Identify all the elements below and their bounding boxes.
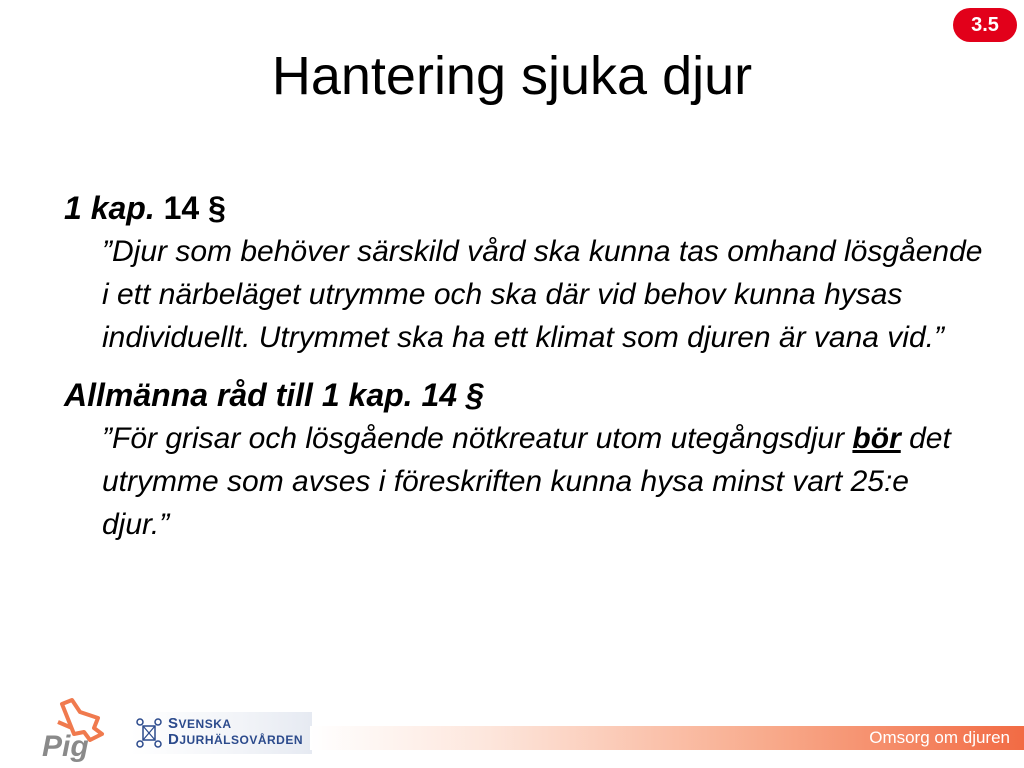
svenska-djurhalsovarden-logo [130, 712, 312, 754]
section2-heading [64, 373, 984, 417]
section1-heading-paragraph: 14 § [163, 190, 226, 226]
slide-number-badge: 3.5 [953, 8, 1017, 42]
footer-bar [310, 726, 1024, 750]
slide-body [64, 186, 984, 546]
pig-logo-text: Pig [42, 730, 89, 763]
network-icon [132, 712, 166, 754]
section2-heading-text: Allmänna råd till 1 kap. 14 § [64, 377, 484, 413]
section1-heading [64, 186, 984, 230]
section2-quote-part1: ”För grisar och lösgående nötkreatur utom utegångsdjur [102, 422, 845, 455]
section2 [64, 373, 984, 546]
slide-title: Hantering sjuka djur [271, 46, 753, 106]
section1-heading-chapter: 1 kap. [64, 190, 155, 226]
footer [0, 690, 1024, 768]
org-name-line1: SVENSKA [168, 715, 232, 732]
org-name-line2: DJURHÄLSOVÅRDEN [168, 731, 304, 748]
section1-quote: ”Djur som behöver särskild vård ska kunna tas omhand lösgående i ett närbeläget utrymme och ska där vid behov kunna hysas individuellt. Utrymmet ska ha ett klimat som djuren är vana vid.” [102, 235, 983, 354]
section2-quote-emphasis: bör [852, 422, 901, 455]
pig-logo [28, 694, 112, 764]
section2-quote-part2: det utrymme som avses i föreskriften kunna hysa minst vart 25:e djur.” [102, 422, 951, 541]
footer-tagline: Omsorg om djuren [869, 728, 1010, 747]
section2-quote [102, 417, 984, 546]
pig-logo-graphic [28, 694, 112, 764]
org-name [168, 716, 303, 748]
